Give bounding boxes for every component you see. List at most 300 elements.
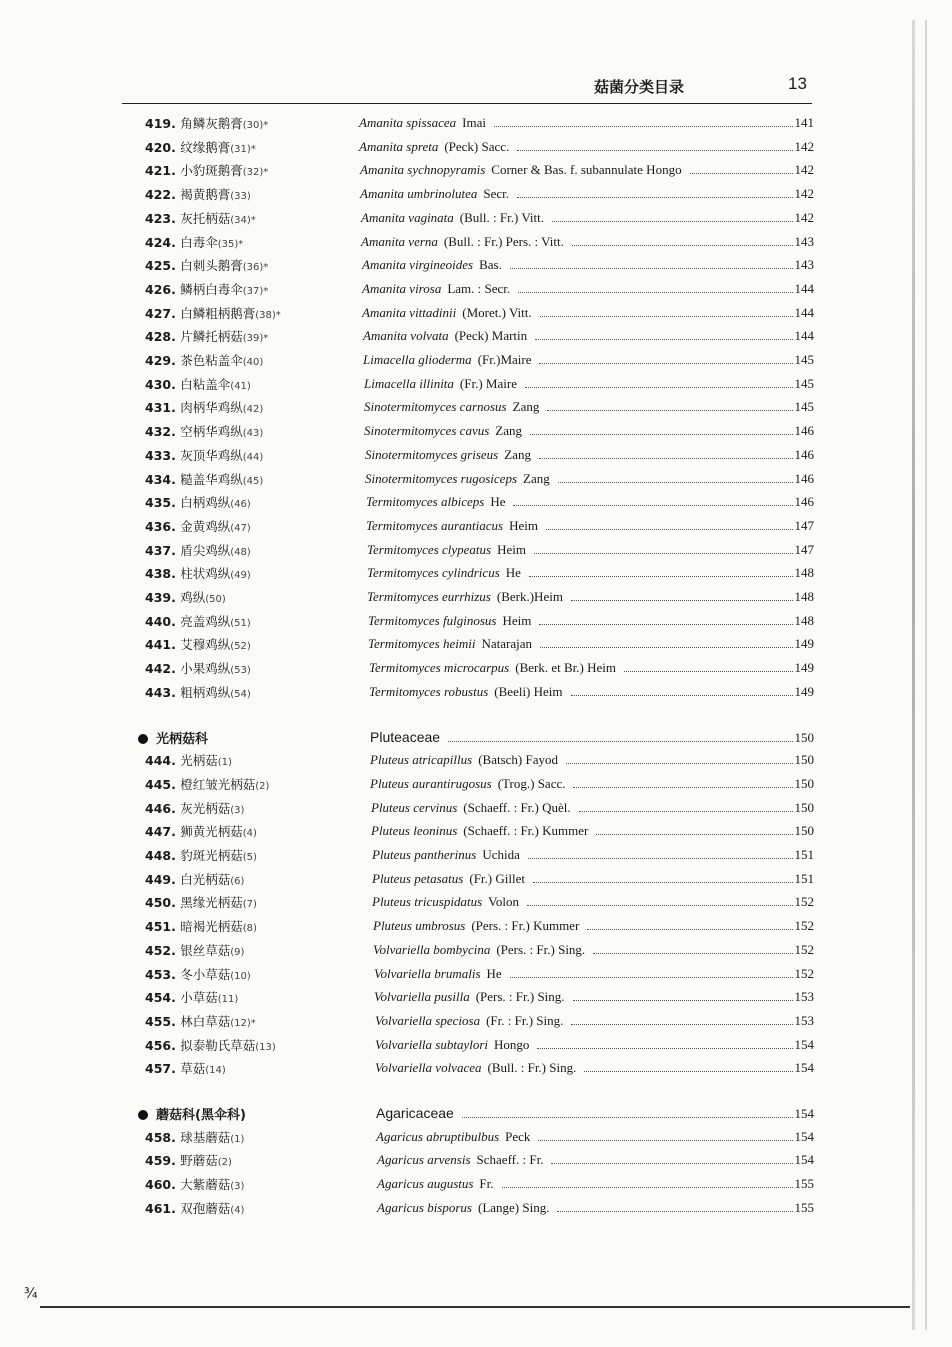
- scientific-entry: [377, 1200, 814, 1216]
- chinese-name: [145, 446, 263, 464]
- entry-number: 452.: [145, 942, 181, 958]
- leader-dots: [527, 905, 793, 906]
- leader-dots: [572, 245, 793, 246]
- scientific-entry: [374, 989, 814, 1005]
- page-ref: 144: [794, 280, 814, 296]
- entry-number: 460.: [145, 1177, 181, 1193]
- page-ref: 154: [794, 1106, 814, 1121]
- bullet-icon: [138, 734, 148, 744]
- bottom-rule: [40, 1306, 910, 1308]
- catalog-entry: [0, 965, 952, 989]
- entry-number: 419.: [145, 116, 181, 131]
- chinese-name: [145, 233, 243, 251]
- entry-name-cn: 亮盖鸡纵: [180, 613, 231, 629]
- entry-number: 446.: [145, 800, 181, 816]
- page-ref: 150: [794, 775, 814, 791]
- leader-dots: [538, 1140, 792, 1141]
- catalog-entry: [0, 351, 952, 375]
- scientific-entry: [376, 1129, 814, 1145]
- entry-name-cn: 双孢蘑菇: [180, 1200, 231, 1216]
- page-ref: 150: [794, 752, 814, 768]
- entry-number: 441.: [145, 637, 181, 653]
- scientific-name: Volvariella volvacea: [375, 1060, 482, 1076]
- author-citation: Heim: [509, 517, 538, 533]
- entry-ref: (41): [230, 380, 251, 392]
- catalog-entry: [0, 683, 952, 707]
- family-name-latin: Pluteaceae: [370, 728, 441, 745]
- scientific-name: Termitomyces microcarpus: [369, 660, 510, 676]
- leader-dots: [494, 126, 793, 127]
- entry-number: 420.: [145, 139, 181, 155]
- catalog-entry: [0, 233, 952, 257]
- entry-ref: (44): [242, 451, 264, 463]
- entry-number: 444.: [145, 753, 181, 769]
- page-ref: 152: [794, 941, 814, 957]
- leader-dots: [513, 505, 792, 506]
- entry-ref: (4): [230, 1204, 245, 1216]
- chinese-name: [145, 351, 263, 369]
- leader-dots: [596, 834, 792, 835]
- author-citation: Zang: [523, 470, 550, 486]
- author-citation: Zang: [504, 446, 531, 462]
- entry-number: 457.: [145, 1061, 181, 1077]
- catalog-entry: [0, 185, 952, 209]
- chinese-name: [145, 988, 238, 1006]
- header-rule: [122, 103, 812, 104]
- scientific-entry: [374, 966, 814, 982]
- leader-dots: [573, 1000, 793, 1001]
- author-citation: Hongo: [494, 1036, 530, 1052]
- page-ref: 150: [794, 799, 814, 815]
- author-citation: He: [490, 494, 506, 510]
- chinese-name: [145, 517, 251, 535]
- leader-dots: [557, 1211, 792, 1212]
- catalog-entry: [0, 893, 952, 917]
- chinese-name: [145, 375, 251, 393]
- chinese-name: [145, 965, 251, 983]
- author-citation: (Fr.) Gillet: [469, 870, 525, 886]
- entry-ref: (3): [230, 1181, 245, 1193]
- scientific-name: Pluteus tricuspidatus: [372, 894, 483, 910]
- leader-dots: [539, 458, 793, 459]
- catalog-entry: [0, 161, 952, 185]
- catalog-entry: [0, 659, 952, 683]
- page-ref: 149: [794, 636, 814, 652]
- entry-number: 453.: [145, 966, 181, 982]
- entry-ref: (7): [242, 899, 257, 911]
- scientific-entry: [377, 1176, 814, 1192]
- scientific-entry: [376, 1105, 814, 1122]
- author-citation: Schaeff. : Fr.: [476, 1152, 544, 1168]
- scientific-name: Amanita volvata: [363, 328, 449, 344]
- page-ref: 153: [794, 1012, 814, 1028]
- chinese-name: [145, 917, 257, 935]
- entry-name-cn: 盾尖鸡纵: [180, 542, 231, 558]
- catalog-entry: [0, 209, 952, 233]
- page-ref: 146: [794, 446, 814, 462]
- author-citation: Fr.: [479, 1176, 494, 1192]
- scientific-name: Pluteus pantherinus: [372, 847, 477, 862]
- entry-ref: (36)*: [242, 262, 269, 274]
- chinese-name: [145, 1128, 244, 1146]
- entry-ref: (40): [242, 357, 264, 368]
- page-ref: 154: [794, 1060, 814, 1076]
- page-ref: 147: [794, 541, 814, 557]
- scientific-name: Termitomyces fulginosus: [368, 612, 497, 628]
- scientific-name: Sinotermitomyces carnosus: [364, 399, 507, 415]
- chinese-name: [145, 683, 251, 701]
- author-citation: He: [505, 565, 521, 581]
- entry-ref: (6): [230, 875, 245, 887]
- entry-name-cn: 白毒伞: [180, 234, 218, 250]
- chinese-name: [145, 470, 263, 488]
- chinese-name: [145, 161, 268, 179]
- leader-dots: [540, 316, 793, 317]
- entry-name-cn: 狮黄光柄菇: [180, 824, 243, 840]
- scientific-name: Volvariella pusilla: [374, 989, 470, 1005]
- entry-ref: (42): [242, 404, 264, 416]
- entry-number: 428.: [145, 329, 181, 345]
- entry-ref: (8): [242, 923, 257, 935]
- entry-name-cn: 暗褐光柄菇: [180, 919, 243, 935]
- entry-number: 458.: [145, 1129, 181, 1145]
- leader-dots: [533, 882, 793, 883]
- leader-dots: [502, 1187, 793, 1188]
- page-number: 13: [788, 74, 807, 93]
- scientific-entry: [373, 918, 814, 934]
- page-ref: 154: [794, 1152, 814, 1168]
- leader-dots: [539, 363, 792, 364]
- entry-name-cn: 白柄鸡纵: [180, 495, 231, 511]
- scientific-entry: [375, 1013, 814, 1029]
- leader-dots: [517, 197, 793, 198]
- family-heading: [0, 1104, 952, 1128]
- leader-dots: [558, 482, 793, 483]
- entry-name-cn: 艾穆鸡纵: [180, 637, 231, 653]
- author-citation: Lam. : Secr.: [447, 280, 511, 296]
- entry-name-cn: 鳞柄白毒伞: [180, 281, 243, 297]
- entry-number: 442.: [145, 661, 181, 677]
- entry-number: 431.: [145, 400, 181, 416]
- chinese-name: [145, 1151, 232, 1169]
- chinese-name: [145, 635, 251, 653]
- entry-name-cn: 拟泰勒氏草菇: [180, 1037, 256, 1053]
- scientific-entry: [370, 729, 814, 746]
- scientific-name: Limacella illinita: [364, 375, 454, 391]
- scientific-entry: [367, 589, 814, 605]
- entry-ref: (47): [230, 522, 251, 534]
- scientific-entry: [362, 305, 814, 321]
- scientific-name: Amanita umbrinolutea: [360, 186, 478, 202]
- entry-name-cn: 灰托柄菇: [180, 210, 231, 226]
- entry-name-cn: 金黄鸡纵: [180, 518, 231, 534]
- entry-ref: (54): [230, 688, 251, 700]
- catalog-entry: [0, 304, 952, 328]
- running-header: [122, 76, 812, 102]
- catalog-entry: [0, 541, 952, 565]
- entry-name-cn: 茶色粘盖伞: [180, 353, 243, 368]
- author-citation: Heim: [502, 612, 532, 628]
- entry-ref: (46): [230, 499, 251, 511]
- catalog-entry: [0, 988, 952, 1012]
- entry-ref: (14): [205, 1065, 226, 1077]
- page-ref: 144: [794, 328, 814, 344]
- leader-dots: [510, 977, 793, 978]
- entry-name-cn: 白刺头鹅膏: [180, 258, 243, 274]
- scientific-entry: [366, 494, 814, 510]
- scientific-entry: [361, 234, 814, 250]
- chinese-name: [138, 1104, 246, 1123]
- page-ref: 152: [794, 918, 814, 934]
- entry-number: 425.: [145, 258, 181, 274]
- author-citation: (Berk. et Br.) Heim: [515, 660, 616, 676]
- page-ref: 152: [794, 894, 814, 910]
- author-citation: (Fr. : Fr.) Sing.: [486, 1012, 564, 1028]
- scientific-name: Pluteus aurantirugosus: [370, 775, 492, 791]
- chinese-name: [138, 728, 208, 747]
- catalog-entry: [0, 327, 952, 351]
- leader-dots: [529, 576, 793, 577]
- entry-name-cn: 糙盖华鸡纵: [180, 471, 243, 487]
- entry-name-cn: 片鳞托柄菇: [180, 329, 243, 345]
- page-ref: 155: [794, 1176, 814, 1192]
- chinese-name: [145, 1059, 226, 1077]
- entry-number: 429.: [145, 353, 181, 368]
- catalog-entry: [0, 564, 952, 588]
- scientific-name: Agaricus bisporus: [377, 1199, 472, 1215]
- author-citation: (Schaeff. : Fr.) Kummer: [463, 823, 589, 839]
- scientific-entry: [367, 565, 814, 581]
- chinese-name: [145, 612, 251, 630]
- catalog-entry: [0, 470, 952, 494]
- page-ref: 150: [794, 823, 814, 839]
- family-name-cn: 光柄菇科: [156, 731, 209, 747]
- chinese-name: [145, 659, 251, 677]
- scientific-name: Termitomyces aurantiacus: [366, 517, 504, 533]
- chinese-name: [145, 799, 244, 817]
- scientific-entry: [365, 447, 814, 463]
- scientific-name: Pluteus leoninus: [371, 823, 458, 839]
- entry-ref: (2): [255, 780, 270, 792]
- page-ref: 145: [794, 399, 814, 415]
- chinese-name: [145, 870, 244, 888]
- scientific-entry: [372, 894, 814, 910]
- leader-dots: [510, 268, 793, 269]
- entry-name-cn: 草菇: [180, 1061, 206, 1077]
- author-citation: (Trog.) Sacc.: [497, 775, 566, 791]
- page-ref: 149: [794, 683, 814, 699]
- catalog-entry: [0, 256, 952, 280]
- author-citation: Zang: [512, 399, 540, 415]
- leader-dots: [571, 1024, 792, 1025]
- scientific-entry: [363, 328, 814, 344]
- author-citation: He: [486, 965, 502, 981]
- scientific-entry: [368, 636, 814, 652]
- leader-dots: [624, 671, 793, 672]
- entry-ref: (38)*: [255, 309, 281, 321]
- author-citation: Volon: [488, 894, 519, 910]
- scientific-name: Amanita verna: [361, 233, 438, 249]
- catalog-entry: [0, 941, 952, 965]
- leader-dots: [534, 553, 793, 554]
- scientific-name: Amanita spreta: [359, 138, 439, 154]
- chinese-name: [145, 893, 257, 911]
- entry-ref: (31)*: [230, 143, 256, 155]
- entry-name-cn: 粗柄鸡纵: [180, 684, 231, 700]
- chinese-name: [145, 185, 251, 203]
- author-citation: Natarajan: [481, 636, 533, 652]
- entry-number: 447.: [145, 824, 181, 840]
- entry-number: 448.: [145, 848, 181, 863]
- entry-ref: (1): [230, 1133, 245, 1145]
- catalog-entry: [0, 138, 952, 162]
- family-heading: [0, 728, 952, 752]
- entry-name-cn: 鸡纵: [180, 590, 206, 605]
- entry-name-cn: 褐黄鹅膏: [180, 187, 231, 203]
- page-ref: 146: [794, 423, 814, 439]
- page-ref: 143: [794, 257, 814, 273]
- author-citation: (Bull. : Fr.) Pers. : Vitt.: [443, 233, 564, 249]
- catalog-entry: [0, 870, 952, 894]
- entry-number: 449.: [145, 871, 181, 887]
- page-ref: 151: [794, 847, 814, 862]
- leader-dots: [573, 787, 792, 788]
- chinese-name: [145, 304, 281, 322]
- scientific-entry: [361, 210, 814, 226]
- entry-ref: (51): [230, 617, 251, 629]
- leader-dots: [593, 953, 792, 954]
- entry-name-cn: 野蘑菇: [180, 1153, 218, 1169]
- scientific-name: Agaricus arvensis: [377, 1152, 471, 1168]
- scientific-name: Pluteus petasatus: [372, 870, 464, 886]
- chinese-name: [145, 280, 268, 298]
- scientific-entry: [372, 871, 814, 887]
- scientific-name: Termitomyces heimii: [368, 636, 476, 652]
- page-ref: 150: [794, 729, 814, 745]
- chinese-name: [145, 588, 226, 606]
- scientific-name: Sinotermitomyces griseus: [365, 446, 499, 462]
- page-ref: 142: [794, 209, 814, 225]
- entry-name-cn: 小果鸡纵: [180, 661, 231, 677]
- scientific-entry: [360, 162, 814, 178]
- author-citation: Peck: [505, 1128, 531, 1144]
- author-citation: (Peck) Martin: [454, 328, 528, 344]
- page-ref: 142: [794, 138, 814, 154]
- entry-ref: (1): [217, 757, 232, 769]
- scientific-name: Amanita vittadinii: [362, 304, 457, 320]
- scientific-entry: [360, 186, 814, 202]
- scientific-name: Sinotermitomyces cavus: [364, 423, 490, 439]
- entry-ref: (32)*: [242, 167, 269, 179]
- scientific-name: Limacella glioderma: [363, 352, 472, 367]
- scientific-entry: [375, 1060, 814, 1076]
- scientific-name: Pluteus atricapillus: [370, 752, 473, 768]
- leader-dots: [517, 150, 792, 151]
- author-citation: (Pers. : Fr.) Sing.: [496, 941, 586, 957]
- page-ref: 149: [794, 660, 814, 676]
- entry-ref: (53): [230, 665, 251, 677]
- page-ref: 148: [794, 589, 814, 604]
- scientific-entry: [366, 518, 814, 534]
- author-citation: (Beeli) Heim: [494, 683, 563, 699]
- scientific-entry: [371, 823, 814, 839]
- entry-name-cn: 小草菇: [180, 990, 218, 1006]
- leader-dots: [448, 741, 792, 742]
- scientific-entry: [364, 423, 814, 439]
- scientific-name: Amanita sychnopyramis: [360, 162, 486, 178]
- catalog-entry: [0, 612, 952, 636]
- page-ref: 147: [794, 517, 814, 533]
- author-citation: (Lange) Sing.: [477, 1199, 550, 1215]
- catalog-entry: [0, 917, 952, 941]
- entry-ref: (39)*: [242, 333, 269, 345]
- entry-name-cn: 大紫蘑菇: [180, 1177, 231, 1193]
- author-citation: (Fr.) Maire: [459, 375, 517, 391]
- entry-name-cn: 林白草菇: [180, 1013, 231, 1029]
- entry-ref: (11): [217, 994, 239, 1006]
- scientific-name: Termitomyces robustus: [369, 683, 489, 699]
- chinese-name: [145, 751, 232, 769]
- catalog-entry: [0, 1036, 952, 1060]
- entry-name-cn: 小豹斑鹅膏: [180, 163, 243, 179]
- entry-name-cn: 白粘盖伞: [180, 376, 231, 392]
- entry-name-cn: 灰顶华鸡纵: [180, 447, 243, 463]
- author-citation: (Schaeff. : Fr.) Quèl.: [463, 799, 571, 815]
- chinese-name: [145, 209, 256, 227]
- entry-number: 445.: [145, 776, 181, 792]
- scientific-name: Termitomyces albiceps: [366, 494, 485, 510]
- entry-number: 422.: [145, 187, 181, 203]
- scientific-entry: [364, 399, 814, 415]
- chinese-name: [145, 114, 268, 132]
- author-citation: Bas.: [479, 257, 502, 273]
- scientific-name: Pluteus cervinus: [371, 799, 458, 815]
- chinese-name: [145, 138, 256, 156]
- leader-dots: [462, 1117, 793, 1118]
- chinese-name: [145, 493, 251, 511]
- page-ref: 141: [794, 115, 814, 130]
- entry-name-cn: 角鳞灰鹅膏: [180, 116, 243, 131]
- author-citation: (Moret.) Vitt.: [462, 304, 532, 320]
- scientific-name: Sinotermitomyces rugosiceps: [365, 470, 518, 486]
- entry-name-cn: 光柄菇: [180, 753, 218, 769]
- catalog-entry: [0, 1151, 952, 1175]
- author-citation: Zang: [495, 423, 522, 439]
- entry-number: 433.: [145, 447, 181, 463]
- scientific-name: Amanita virgineoides: [362, 257, 474, 273]
- leader-dots: [552, 221, 792, 222]
- entry-number: 432.: [145, 424, 181, 440]
- leader-dots: [530, 434, 793, 435]
- scientific-entry: [359, 139, 814, 155]
- leader-dots: [528, 858, 793, 859]
- entry-name-cn: 柱状鸡纵: [180, 566, 231, 582]
- scan-mark: ¾: [24, 1286, 38, 1302]
- leader-dots: [518, 292, 792, 293]
- entry-number: 451.: [145, 919, 181, 935]
- leader-dots: [540, 647, 792, 648]
- entry-number: 443.: [145, 684, 181, 700]
- author-citation: (Pers. : Fr.) Kummer: [471, 918, 580, 934]
- page-ref: 142: [794, 162, 814, 178]
- scientific-entry: [365, 471, 814, 487]
- entry-ref: (2): [217, 1157, 232, 1169]
- scientific-entry: [364, 376, 814, 392]
- entry-ref: (37)*: [242, 285, 269, 297]
- scientific-entry: [359, 115, 814, 131]
- author-citation: (Batsch) Fayod: [478, 752, 558, 768]
- page-ref: 154: [794, 1036, 814, 1052]
